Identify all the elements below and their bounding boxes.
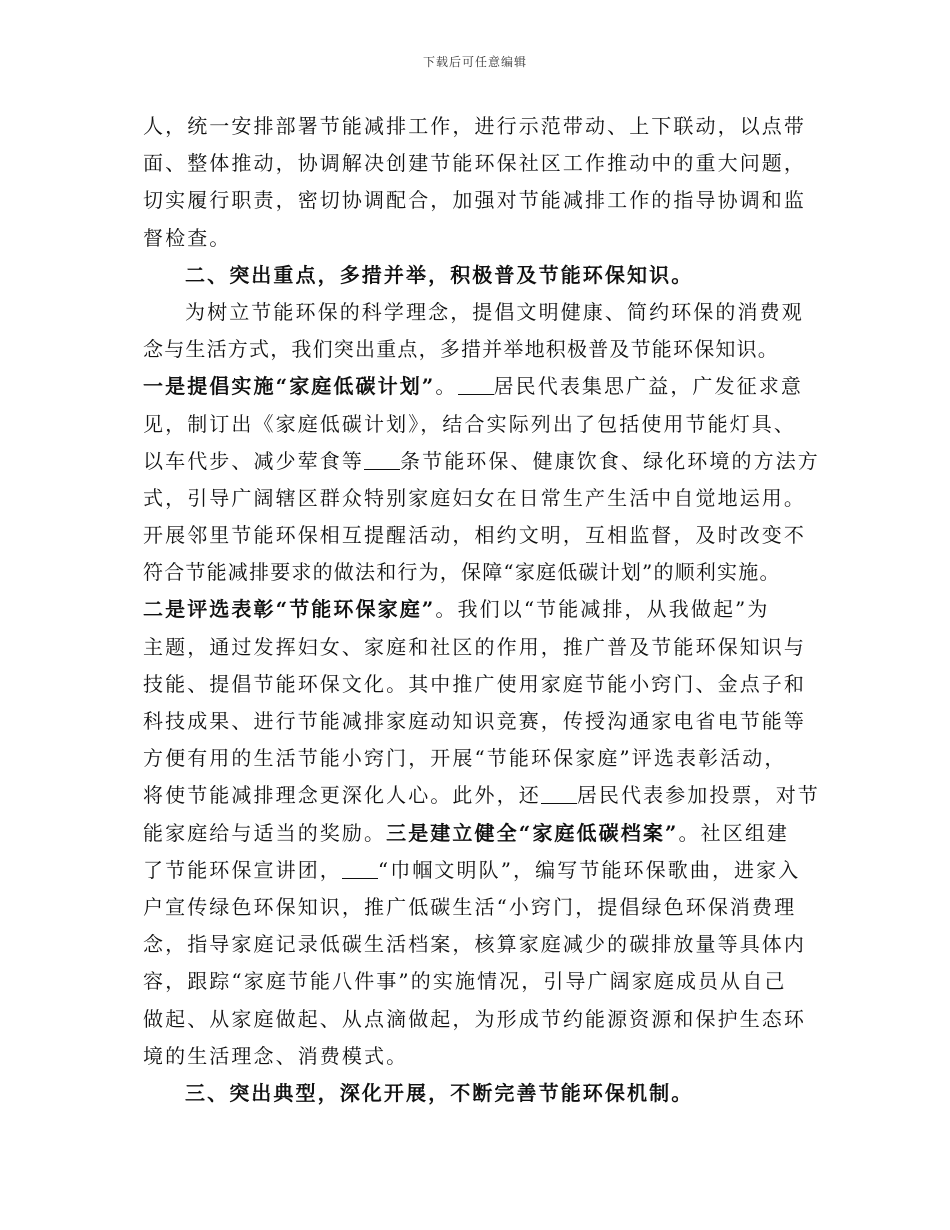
paragraph-line: 切实履行职责，密切协调配合，加强对节能减排工作的指导协调和监	[143, 188, 806, 213]
paragraph-line: 见，制订出《家庭低碳计划》，结合实际列出了包括使用节能灯具、	[143, 411, 796, 436]
paragraph-line	[143, 852, 811, 889]
paragraph-line: 符合节能减排要求的做法和行为，保障“家庭低碳计划”的顺利实施。	[143, 560, 781, 585]
page-header: 下载后可任意编辑	[422, 55, 527, 69]
paragraph-line: 境的生活理念、消费模式。	[143, 1043, 409, 1068]
paragraph-line	[143, 443, 820, 480]
inline-text: 。社区组建	[678, 820, 790, 845]
inline-text: 能家庭给与适当的奖励。	[143, 820, 387, 845]
paragraph-line	[143, 591, 811, 628]
blank-underline	[364, 447, 400, 470]
paragraph-line: 户宣传绿色环保知识，推广低碳生活“小窍门，提倡绿色环保消费理	[143, 894, 797, 919]
paragraph-line: 念，指导家庭记录低碳生活档案，核算家庭减少的碳排放量等具体内	[143, 932, 806, 957]
inline-text: 以车代步、减少荤食等	[143, 448, 364, 473]
blank-underline	[541, 781, 577, 804]
paragraph-line: 督检查。	[143, 225, 232, 250]
inline-text: “巾帼文明队”，编写节能环保歌曲，进家入	[377, 857, 801, 882]
section-heading-3: 三、突出典型，深化开展，不断完善节能环保机制。	[185, 1080, 694, 1105]
document-body	[143, 108, 820, 1112]
section-heading-2: 二、突出重点，多措并举，积极普及节能环保知识。	[185, 262, 694, 287]
paragraph-line: 为树立节能环保的科学理念，提倡文明健康、简约环保的消费观	[185, 299, 804, 324]
blank-underline	[342, 856, 378, 879]
paragraph-line: 念与生活方式，我们突出重点，多措并举地积极普及节能环保知识。	[143, 337, 779, 362]
inline-text: 。	[435, 374, 458, 399]
inline-text: 了节能环保宣讲团，	[143, 857, 342, 882]
paragraph-line: 主题，通过发挥妇女、家庭和社区的作用，推广普及节能环保知识与	[143, 634, 806, 659]
paragraph-line: 式，引导广阔辖区群众特别家庭妇女在日常生产生活中自觉地运用。	[143, 485, 806, 510]
paragraph-line	[143, 815, 811, 852]
paragraph-line: 技能、提倡节能环保文化。其中推广使用家庭节能小窍门、金点子和	[143, 671, 806, 696]
paragraph-line	[143, 777, 820, 814]
inline-text: 。我们以“节能减排，从我做起”为	[435, 597, 770, 622]
paragraph-line: 开展邻里节能环保相互提醒活动，相约文明，互相监督，及时改变不	[143, 523, 806, 548]
inline-text: 条节能环保、健康饮食、绿化环境的方法方	[400, 448, 820, 473]
paragraph-line: 容，跟踪“家庭节能八件事”的实施情况，引导广阔家庭成员从自己	[143, 969, 787, 994]
paragraph-line: 人，统一安排部署节能减排工作，进行示范带动、上下联动，以点带	[143, 114, 806, 138]
bold-phrase: 三是建立健全“家庭低碳档案”	[386, 820, 679, 845]
inline-text: 将使节能减排理念更深化人心。此外，还	[143, 783, 541, 808]
inline-text: 居民代表集思广益，广发征求意	[493, 374, 803, 399]
paragraph-line: 方便有用的生活节能小窍门，开展“节能环保家庭”评选表彰活动，	[143, 746, 787, 771]
paragraph-line: 科技成果、进行节能减排家庭动知识竞赛，传授沟通家电省电节能等	[143, 709, 806, 733]
blank-underline	[458, 372, 494, 395]
bold-phrase: 一是提倡实施“家庭低碳计划”	[143, 374, 436, 399]
paragraph-line: 面、整体推动，协调解决创建节能环保社区工作推动中的重大问题，	[143, 151, 806, 176]
inline-text: 居民代表参加投票，对节	[576, 783, 820, 808]
bold-phrase: 二是评选表彰“节能环保家庭”	[143, 597, 436, 622]
paragraph-line	[143, 368, 811, 405]
paragraph-line: 做起、从家庭做起、从点滴做起，为形成节约能源资源和保护生态环	[143, 1006, 806, 1031]
